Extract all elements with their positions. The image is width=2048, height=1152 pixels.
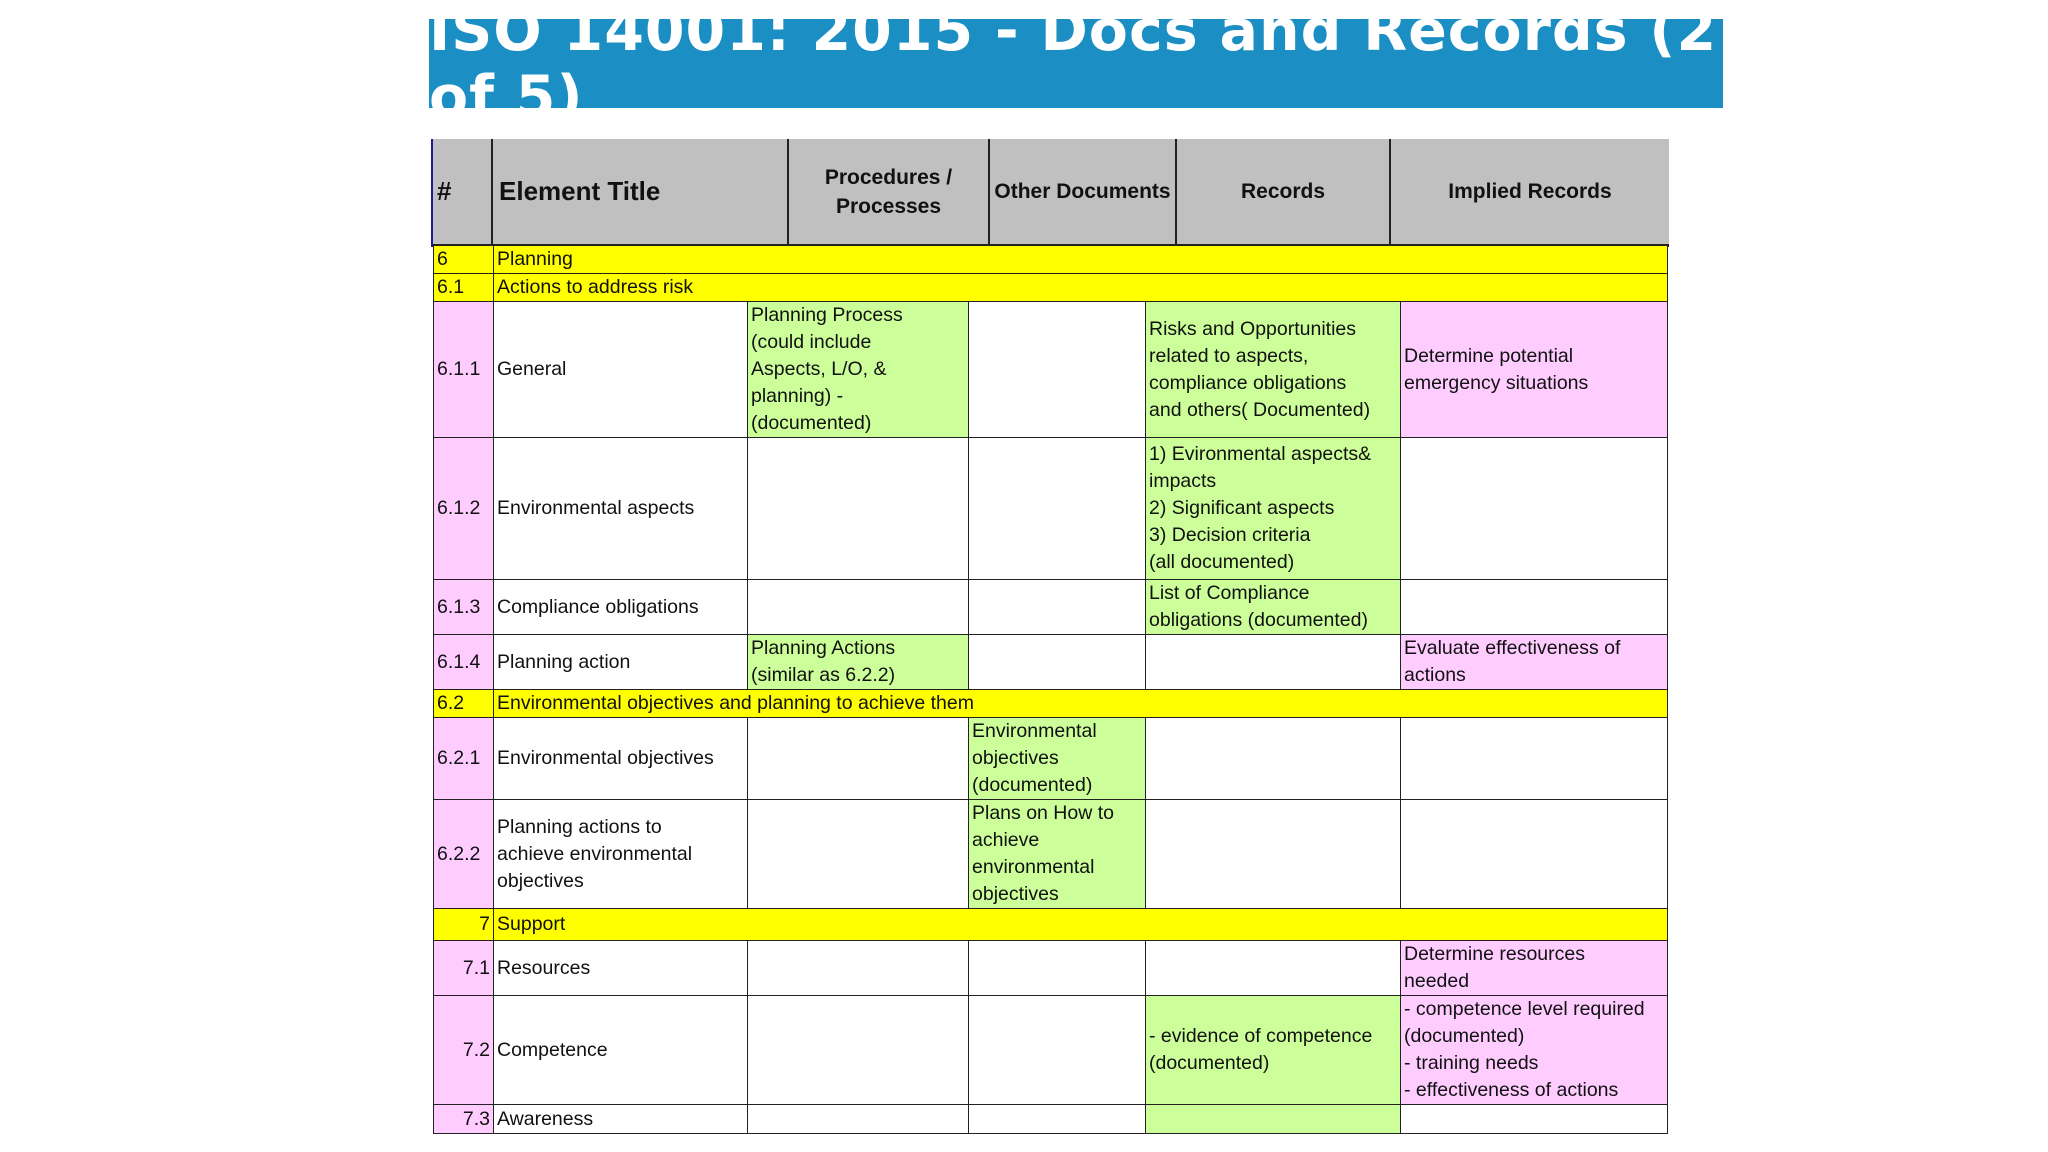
section-title: Planning bbox=[494, 246, 1668, 274]
table-header bbox=[431, 139, 1669, 247]
col-header-procedures: Procedures / Processes bbox=[789, 139, 990, 244]
section-title: Environmental objectives and planning to achieve them bbox=[494, 690, 1668, 718]
element-title: Awareness bbox=[494, 1105, 748, 1134]
other-documents-cell bbox=[969, 635, 1146, 690]
table-row bbox=[434, 718, 1668, 800]
section-title: Support bbox=[494, 909, 1668, 941]
implied-records-cell bbox=[1401, 718, 1668, 800]
other-documents-cell bbox=[969, 580, 1146, 635]
records-table bbox=[433, 245, 1668, 1134]
section-row bbox=[434, 246, 1668, 274]
row-number: 7.2 bbox=[434, 996, 494, 1105]
row-number: 7 bbox=[434, 909, 494, 941]
row-number: 6.2.2 bbox=[434, 800, 494, 909]
row-number: 6.1.2 bbox=[434, 438, 494, 580]
procedures-cell bbox=[748, 580, 969, 635]
records-cell: Risks and Opportunities related to aspects, compliance obligations and others( Documented) bbox=[1146, 302, 1401, 438]
other-documents-cell: Environmental objectives (documented) bbox=[969, 718, 1146, 800]
row-number: 6.2.1 bbox=[434, 718, 494, 800]
procedures-cell bbox=[748, 800, 969, 909]
element-title: Planning actions to achieve environmental objectives bbox=[494, 800, 748, 909]
element-title: General bbox=[494, 302, 748, 438]
table-row bbox=[434, 438, 1668, 580]
row-number: 6 bbox=[434, 246, 494, 274]
table-row bbox=[434, 635, 1668, 690]
section-title: Actions to address risk bbox=[494, 274, 1668, 302]
section-row bbox=[434, 690, 1668, 718]
table-row bbox=[434, 941, 1668, 996]
col-header-number: # bbox=[433, 139, 493, 244]
procedures-cell: Planning Actions (similar as 6.2.2) bbox=[748, 635, 969, 690]
element-title: Environmental objectives bbox=[494, 718, 748, 800]
implied-records-cell bbox=[1401, 438, 1668, 580]
records-cell bbox=[1146, 718, 1401, 800]
table-row bbox=[434, 302, 1668, 438]
procedures-cell bbox=[748, 718, 969, 800]
records-cell bbox=[1146, 941, 1401, 996]
procedures-cell: Planning Process (could include Aspects, L/O, & planning) - (documented) bbox=[748, 302, 969, 438]
other-documents-cell bbox=[969, 302, 1146, 438]
section-row bbox=[434, 274, 1668, 302]
element-title: Competence bbox=[494, 996, 748, 1105]
element-title: Compliance obligations bbox=[494, 580, 748, 635]
procedures-cell bbox=[748, 996, 969, 1105]
implied-records-cell: Evaluate effectiveness of actions bbox=[1401, 635, 1668, 690]
element-title: Resources bbox=[494, 941, 748, 996]
implied-records-cell: Determine resources needed bbox=[1401, 941, 1668, 996]
slide-title-bar bbox=[429, 0, 1723, 130]
implied-records-cell bbox=[1401, 1105, 1668, 1134]
row-number: 6.1.4 bbox=[434, 635, 494, 690]
other-documents-cell bbox=[969, 996, 1146, 1105]
implied-records-cell: Determine potential emergency situations bbox=[1401, 302, 1668, 438]
row-number: 7.1 bbox=[434, 941, 494, 996]
records-cell: 1) Evironmental aspects& impacts 2) Significant aspects 3) Decision criteria (all documented) bbox=[1146, 438, 1401, 580]
table-row bbox=[434, 996, 1668, 1105]
row-number: 7.3 bbox=[434, 1105, 494, 1134]
slide-title: ISO 14001: 2015 - Docs and Records (2 of 5) bbox=[429, 0, 1718, 130]
other-documents-cell bbox=[969, 1105, 1146, 1134]
row-number: 6.1.1 bbox=[434, 302, 494, 438]
records-cell bbox=[1146, 635, 1401, 690]
records-cell bbox=[1146, 1105, 1401, 1134]
records-cell bbox=[1146, 800, 1401, 909]
procedures-cell bbox=[748, 1105, 969, 1134]
table-row bbox=[434, 580, 1668, 635]
implied-records-cell bbox=[1401, 800, 1668, 909]
element-title: Environmental aspects bbox=[494, 438, 748, 580]
element-title: Planning action bbox=[494, 635, 748, 690]
section-row bbox=[434, 909, 1668, 941]
other-documents-cell bbox=[969, 941, 1146, 996]
procedures-cell bbox=[748, 941, 969, 996]
table-row bbox=[434, 1105, 1668, 1134]
procedures-cell bbox=[748, 438, 969, 580]
other-documents-cell: Plans on How to achieve environmental objectives bbox=[969, 800, 1146, 909]
col-header-records: Records bbox=[1177, 139, 1391, 244]
other-documents-cell bbox=[969, 438, 1146, 580]
table-row bbox=[434, 800, 1668, 909]
row-number: 6.2 bbox=[434, 690, 494, 718]
col-header-implied-records: Implied Records bbox=[1448, 180, 1612, 203]
records-cell: - evidence of competence (documented) bbox=[1146, 996, 1401, 1105]
records-cell: List of Compliance obligations (documented) bbox=[1146, 580, 1401, 635]
implied-records-cell bbox=[1401, 580, 1668, 635]
col-header-element-title: Element Title bbox=[493, 139, 789, 244]
row-number: 6.1 bbox=[434, 274, 494, 302]
row-number: 6.1.3 bbox=[434, 580, 494, 635]
col-header-other-documents: Other Documents bbox=[990, 139, 1177, 244]
implied-records-cell: - competence level required (documented) - training needs - effectiveness of actions bbox=[1401, 996, 1668, 1105]
